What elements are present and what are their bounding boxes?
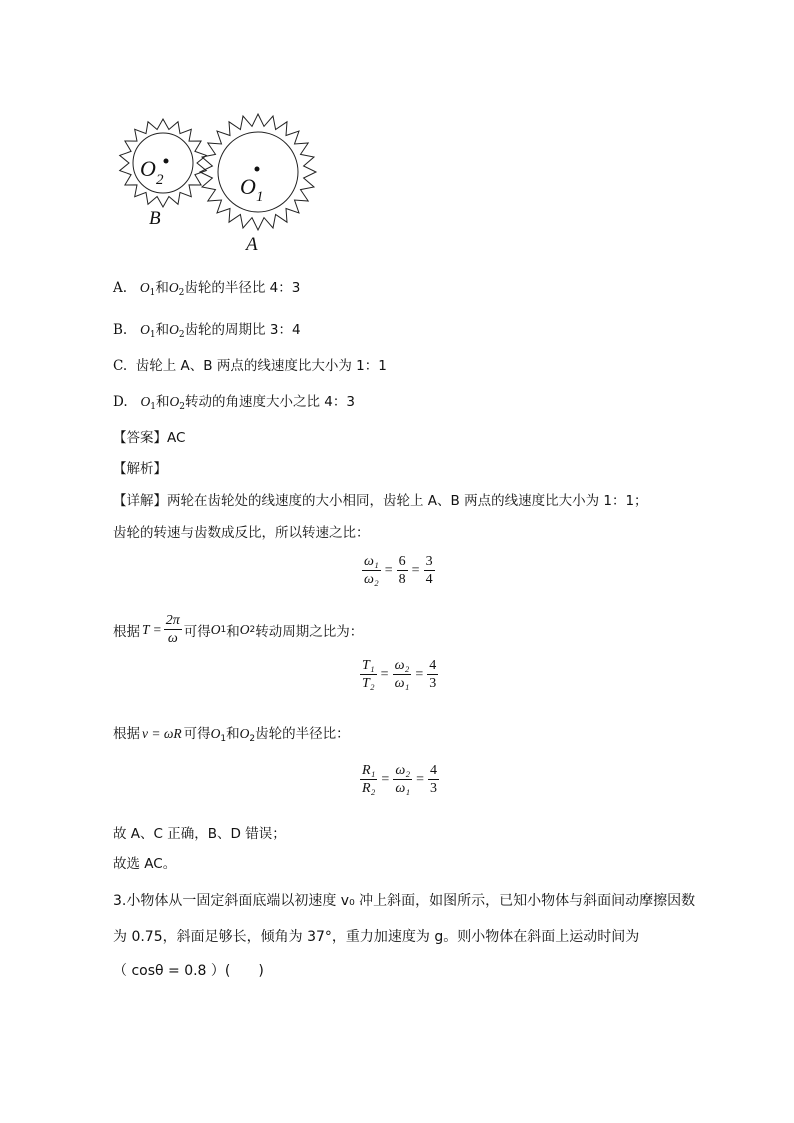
option-b-and: 和 [155,322,170,338]
o1-subscript: 1 [256,189,264,205]
answer-line [113,426,185,446]
point-b-label: B [149,208,161,229]
answer-label: 【答案】 [113,430,167,446]
question-3-line-3: （ cosθ = 0.8 ）( ) [113,963,264,979]
option-a-prefix: A. [113,280,128,296]
equation-speed-ratio: $\frac{\text{ω₁}}{\text{ω₂}}$ = $\frac{6}{8}$ = $\frac{3}{4}$ [364,554,433,587]
o2-subscript: 2 [156,172,164,188]
equation-period-ratio: $\frac{\text{T₁}}{\text{T₂}}$ = $\frac{\text{ω₂}}{\text{ω₁}}$ = $\frac{4}{3}$ [362,658,437,691]
option-a-text: 齿轮的半径比 4：3 [184,280,301,296]
option-b-prefix: B. [113,322,128,338]
point-a-label: A [246,234,258,255]
question-3-line-2: 为 0.75，斜面足够长，倾角为 37°，重力加速度为 g。则小物体在斜面上运动时间为 [113,929,640,945]
answer-value: AC [167,430,186,446]
option-d: D. $O_1$和$O_2$转动的角速度大小之比 4：3 [113,394,355,412]
option-b-text: 齿轮的周期比 3：4 [184,322,301,338]
option-d-and: 和 [156,394,170,410]
conclusion-2: 故选 AC。 [113,856,177,872]
large-gear-a [200,114,316,230]
detail-label: 【详解】 [113,493,167,509]
option-a: A. $O_1$和$O_2$齿轮的半径比 4：3 [113,280,301,298]
option-c [113,354,387,374]
option-c-prefix: C. [113,358,128,374]
period-formula-line: 根据 T = $\frac{2\pi}{\omega}$ 可得 O 1 和 O 2 转动周期之比为： [113,613,364,646]
analysis-label: 【解析】 [113,461,167,477]
option-d-prefix: D. [113,394,128,410]
option-b: B. $O_1$和$O_2$齿轮的周期比 3：4 [113,322,301,340]
option-d-text: 转动的角速度大小之比 4：3 [184,394,355,410]
conclusion-1: 故 A、C 正确，B、D 错误； [113,826,286,842]
detail-line-1 [113,489,648,509]
question-3-line-1: 3.小物体从一固定斜面底端以初速度 v₀ 冲上斜面，如图所示，已知小物体与斜面间动摩擦因数 [113,893,696,909]
detail-line-2: 齿轮的转速与齿数成反比，所以转速之比： [113,525,370,541]
option-a-and: 和 [155,280,169,296]
o1-label: O [240,174,256,199]
o2-label: O [140,156,156,181]
gear-figure [118,106,328,256]
radius-formula-line: 根据 v = ωR 可得$O_1$和$O_2$齿轮的半径比： [113,726,350,744]
detail-text-1: 两轮在齿轮处的线速度的大小相同，齿轮上 A、B 两点的线速度比大小为 1：1； [167,493,648,509]
small-gear-b [120,119,207,207]
option-c-text: 齿轮上 A、B 两点的线速度比大小为 1：1 [135,358,387,374]
equation-radius-ratio: $\frac{\text{R₁}}{\text{R₂}}$ = $\frac{\text{ω₂}}{\text{ω₁}}$ = $\frac{4}{3}$ [362,763,437,796]
